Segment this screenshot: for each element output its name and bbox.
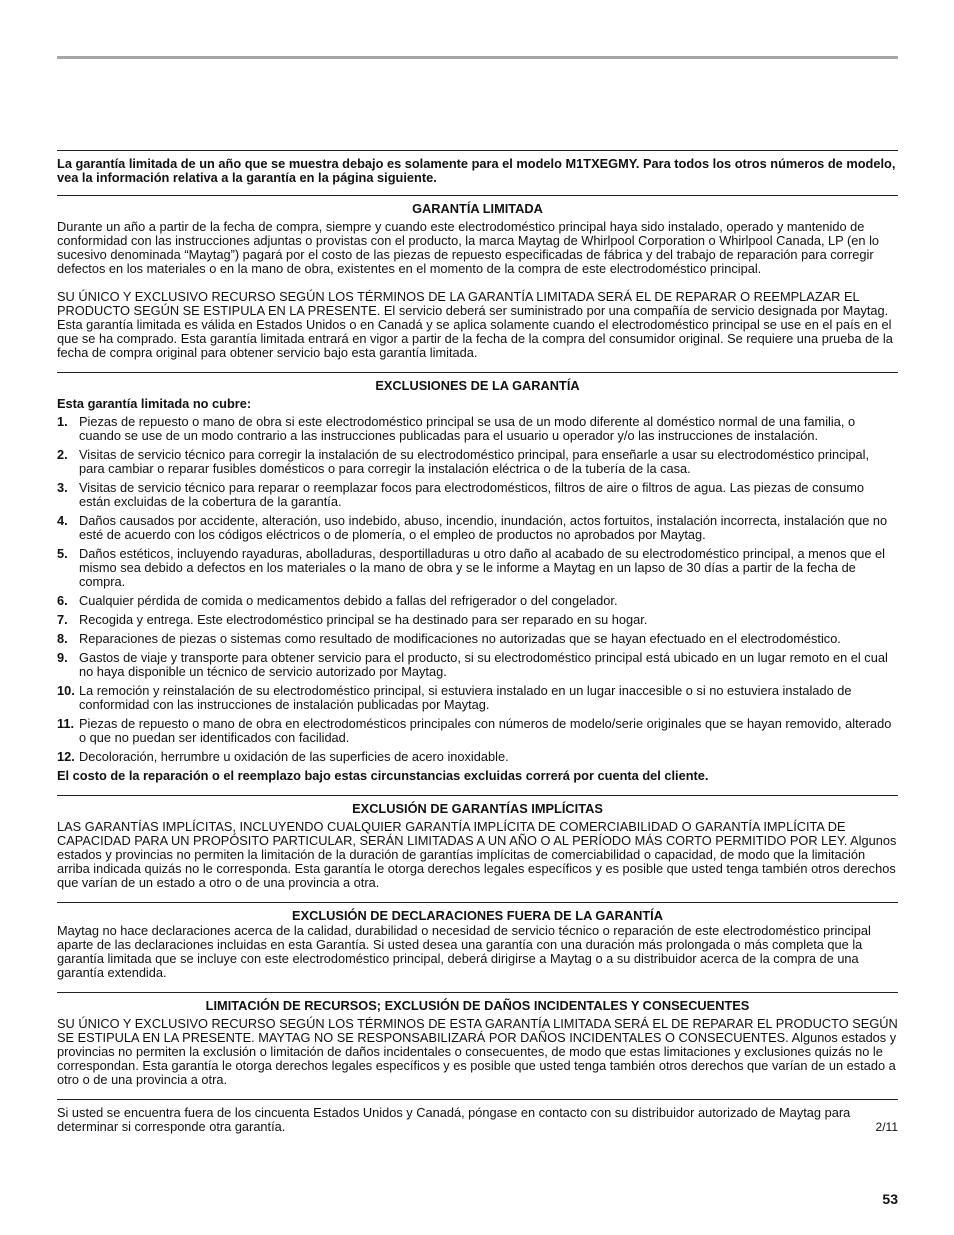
item-text: Visitas de servicio técnico para corregir la instalación de su electrodoméstico principal, para enseñarle a usar su electrodoméstico principal, para cambiar o reparar fusibles domésticos o para corregir la instalación eléctrica o de la tubería de la casa. <box>79 447 870 476</box>
item-number: 4. <box>57 513 68 528</box>
item-text: Piezas de repuesto o mano de obra en electrodomésticos principales con números de modelo/serie originales que se hayan removido, alterado o que no puedan ser identificados con facilidad. <box>79 716 892 745</box>
item-number: 2. <box>57 447 68 462</box>
item-text: Gastos de viaje y transporte para obtener servicio para el producto, si su electrodoméstico principal está ubicado en un lugar remoto en el cual no haya disponible un técnico de servicio autorizado por Maytag. <box>79 650 888 679</box>
list-item <box>57 415 898 443</box>
item-text: La remoción y reinstalación de su electrodoméstico principal, si estuviera instalado en un lugar inaccesible o si no estuviera instalado de conformidad con las instrucciones de instalación publicadas por Maytag. <box>79 683 852 712</box>
list-item <box>57 448 898 476</box>
remedies-paragraph: SU ÚNICO Y EXCLUSIVO RECURSO SEGÚN LOS TÉRMINOS DE ESTA GARANTÍA LIMITADA SERÁ EL DE REPARAR EL PRODUCTO SEGÚN SE ESTIPULA EN LA PRESENTE. MAYTAG NO SE RESPONSABILIZARÁ POR DAÑOS INCIDENTALES O CONSECUENTES. Algunos estados y provincias no permiten la exclusión o limitación de daños incidentales o consecuentes, de modo que estas limitaciones y exclusiones quizás no le correspondan. Esta garantía le otorga derechos legales específicos y es posible que usted tenga también otros derechos que varían de un estado a otro o de una provincia a otra. <box>57 1016 898 1087</box>
implied-warranties-title: EXCLUSIÓN DE GARANTÍAS IMPLÍCITAS <box>352 801 603 816</box>
exclusions-lead: Esta garantía limitada no cubre: <box>57 396 252 411</box>
list-item <box>57 651 898 679</box>
exclusions-closing: El costo de la reparación o el reemplazo bajo estas circunstancias excluidas correrá por cuenta del cliente. <box>57 768 709 783</box>
item-number: 8. <box>57 631 68 646</box>
implied-warranties-section <box>57 795 898 902</box>
list-item <box>57 481 898 509</box>
item-text: Daños causados por accidente, alteración, uso indebido, abuso, incendio, inundación, actos fortuitos, instalación incorrecta, instalación que no esté de acuerdo con los códigos eléctricos o de plomería, o el empleo de productos no aprobados por Maytag. <box>79 513 888 542</box>
exclusions-section <box>57 372 898 795</box>
item-text: Visitas de servicio técnico para reparar o reemplazar focos para electrodomésticos, filtros de aire o filtros de agua. Las piezas de consumo están excluidas de la cobertura de la garantía. <box>79 480 865 509</box>
exclusions-title: EXCLUSIONES DE LA GARANTÍA <box>375 378 580 393</box>
page-number: 53 <box>882 1191 898 1207</box>
list-item <box>57 514 898 542</box>
section-divider <box>57 195 898 196</box>
item-number: 12. <box>57 749 75 764</box>
section-divider <box>57 902 898 903</box>
item-text: Cualquier pérdida de comida o medicamentos debido a fallas del refrigerador o del congelador. <box>79 593 618 608</box>
section-divider <box>57 992 898 993</box>
item-text: Decoloración, herrumbre u oxidación de las superficies de acero inoxidable. <box>79 749 509 764</box>
section-divider <box>57 372 898 373</box>
item-number: 9. <box>57 650 68 665</box>
item-text: Reparaciones de piezas o sistemas como resultado de modificaciones no autorizadas que se hayan efectuado en el electrodoméstico. <box>79 631 841 646</box>
list-item <box>57 547 898 589</box>
limited-warranty-paragraph-2: SU ÚNICO Y EXCLUSIVO RECURSO SEGÚN LOS TÉRMINOS DE LA GARANTÍA LIMITADA SERÁ EL DE REPARAR O REEMPLAZAR EL PRODUCTO SEGÚN SE ESTIPULA EN LA PRESENTE. El servicio deberá ser suministrado por una compañía de servicio designada por Maytag. Esta garantía limitada es válida en Estados Unidos o en Canadá y se aplica solamente cuando el electrodoméstico principal se use en el país en el que se ha comprado. Esta garantía limitada entrará en vigor a partir de la fecha de la compra del consumidor original. Se requiere una prueba de la fecha de compra original para obtener servicio bajo esta garantía limitada. <box>57 289 893 360</box>
list-item <box>57 717 898 745</box>
representations-section <box>57 902 898 992</box>
warranty-document <box>57 150 898 1134</box>
outside-us-text: Si usted se encuentra fuera de los cincuenta Estados Unidos y Canadá, póngase en contacto con su distribuidor autorizado de Maytag para determinar si corresponde otra garantía. <box>57 1105 851 1134</box>
item-text: Daños estéticos, incluyendo rayaduras, abolladuras, desportilladuras u otro daño al acabado de su electrodoméstico principal, a menos que el mismo sea debido a defectos en los materiales o la mano de obra y se le informe a Maytag en un lapso de 30 días a partir de la fecha de compra. <box>79 546 885 589</box>
list-item <box>57 613 898 627</box>
remedies-title: LIMITACIÓN DE RECURSOS; EXCLUSIÓN DE DAÑOS INCIDENTALES Y CONSECUENTES <box>205 998 750 1013</box>
item-number: 6. <box>57 593 68 608</box>
section-divider <box>57 1099 898 1100</box>
intro-notice: La garantía limitada de un año que se muestra debajo es solamente para el modelo M1TXEGMY. Para todos los otros números de modelo, vea la información relativa a la garantía en la página siguiente. <box>57 156 896 185</box>
limited-warranty-title: GARANTÍA LIMITADA <box>412 201 543 216</box>
section-divider <box>57 795 898 796</box>
exclusions-list <box>57 415 898 764</box>
list-item <box>57 684 898 712</box>
list-item <box>57 750 898 764</box>
item-number: 7. <box>57 612 68 627</box>
representations-title: EXCLUSIÓN DE DECLARACIONES FUERA DE LA GARANTÍA <box>292 908 663 923</box>
item-number: 10. <box>57 683 75 698</box>
limited-warranty-section <box>57 195 898 372</box>
item-text: Recogida y entrega. Este electrodoméstico principal se ha destinado para ser reparado en su hogar. <box>79 612 648 627</box>
representations-paragraph: Maytag no hace declaraciones acerca de la calidad, durabilidad o necesidad de servicio técnico o reparación de este electrodoméstico principal aparte de las declaraciones incluidas en esta Garantía. Si usted desea una garantía con una duración más prolongada o más completa que la garantía limitada que se incluye con este electrodoméstico principal, deberá dirigirse a Maytag o a su distribuidor acerca de la compra de una garantía extendida. <box>57 923 871 980</box>
limited-warranty-paragraph-1: Durante un año a partir de la fecha de compra, siempre y cuando este electrodoméstico principal haya sido instalado, operado y mantenido de conformidad con las instrucciones adjuntas o provistas con el producto, la marca Maytag de Whirlpool Corporation o Whirlpool Canada, LP (en lo sucesivo denominada “Maytag”) pagará por el costo de las piezas de repuesto especificadas de fábrica y del trabajo de reparación para corregir defectos en los materiales o en la mano de obra, existentes en el momento de la compra de este electrodoméstico principal. <box>57 219 880 276</box>
item-number: 3. <box>57 480 68 495</box>
outside-us-note <box>57 1106 898 1134</box>
item-text: Piezas de repuesto o mano de obra si este electrodoméstico principal se usa de un modo diferente al doméstico normal de una familia, o cuando se use de un modo contrario a las instrucciones publicadas para el usuario u operador y/o las instrucciones de instalación. <box>79 414 856 443</box>
item-number: 5. <box>57 546 68 561</box>
revision-date: 2/11 <box>875 1120 898 1134</box>
header-rule <box>57 56 898 59</box>
item-number: 11. <box>57 716 75 731</box>
remedies-section <box>57 992 898 1099</box>
implied-warranties-paragraph: LAS GARANTÍAS IMPLÍCITAS, INCLUYENDO CUALQUIER GARANTÍA IMPLÍCITA DE COMERCIABILIDAD O GARANTÍA IMPLÍCITA DE CAPACIDAD PARA UN PROPÓSITO PARTICULAR, SERÁN LIMITADAS A UN AÑO O AL PERÍODO MÁS CORTO PERMITIDO POR LEY. Algunos estados y provincias no permiten la limitación de la duración de garantías implícitas de comerciabilidad o capacidad, de modo que la limitación arriba indicada quizás no le corresponda. Esta garantía le otorga derechos legales específicos y es posible que usted tenga también otros derechos que varían de un estado a otro o de una provincia a otra. <box>57 819 897 890</box>
list-item <box>57 632 898 646</box>
list-item <box>57 594 898 608</box>
item-number: 1. <box>57 414 68 429</box>
